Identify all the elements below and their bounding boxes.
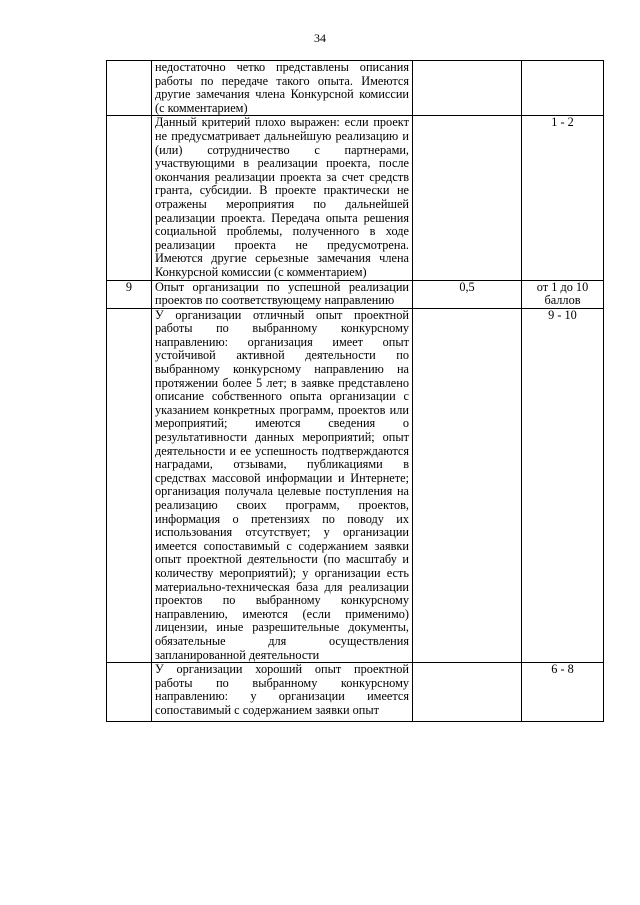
criterion-weight-cell [413,116,522,280]
criterion-score-text: 6 - 8 [551,663,574,677]
criteria-table [106,60,604,722]
criterion-weight-cell [413,663,522,722]
table-row [107,116,604,280]
criterion-weight-text [416,663,518,721]
criterion-text: У организации хороший опыт проектной работы по выбранному конкурсному направлению: у организации имеется сопоставимый с содержанием заявки опыт [155,663,409,717]
table-row [107,280,604,308]
criterion-text-cell: У организации отличный опыт проектной работы по выбранному конкурсному направлению: организация имеет опыт устойчивой активной деятельности по выбранному конкурсному направлению на протяжении более 5 лет; в заявке представлено описание собственного опыта организации с указанием конкретных программ, проектов или мероприятий; имеются сведения о результативности данных мероприятий; опыт деятельности и ее успешность подтверждаются наградами, отзывами, публикациями в средствах массовой информации и Интернете; организация получала целевые поступления на реализацию своих программ, проектов, информация о претензиях по поводу их использования отсутствует; у организации имеется сопоставимый с содержанием заявки опыт проектной деятельности (по масштабу и количеству мероприятий); у организации есть материально-техническая база для реализации проектов по выбранному конкурсному направлению, имеются (если применимо) лицензии, иные разрешительные документы, обязательные для осуществления запланированной деятельности [152,308,413,662]
criterion-number-cell [107,663,152,722]
criterion-number-cell: 9 [107,280,152,308]
criterion-number-cell [107,116,152,280]
criterion-weight-cell: 0,5 [413,280,522,308]
table-row [107,308,604,662]
criterion-number-text [110,663,148,721]
criterion-text-cell: недостаточно четко представлены описания работы по передаче такого опыта. Имеются другие замечания члена Конкурсной комиссии (с комментарием) [152,61,413,116]
criterion-text-cell: Данный критерий плохо выражен: если проект не предусматривает дальнейшую реализацию и (или) сотрудничество с партнерами, участвующими в реализации проекта, после окончания реализации проекта за счет средств гранта, субсидии. В проекте практически не отражены мероприятия по дальнейшей реализации проекта. Передача опыта решения социальной проблемы, полученного в ходе реализации проекта не предусмотрена. Имеются другие серьезные замечания члена Конкурсной комиссии (с комментарием) [152,116,413,280]
criterion-score-cell [522,61,604,116]
criterion-score-cell [522,663,604,722]
table-row [107,663,604,722]
criterion-score-cell: 9 - 10 [522,308,604,662]
criterion-number-cell [107,61,152,116]
criterion-number-cell [107,308,152,662]
table-row [107,61,604,116]
criterion-score-cell: от 1 до 10 баллов [522,280,604,308]
page-number: 34 [314,31,326,45]
criterion-text-cell: Опыт организации по успешной реализации проектов по соответствующему направлению [152,280,413,308]
criterion-weight-cell [413,61,522,116]
criterion-score-cell: 1 - 2 [522,116,604,280]
criterion-weight-cell [413,308,522,662]
criterion-text-cell [152,663,413,722]
